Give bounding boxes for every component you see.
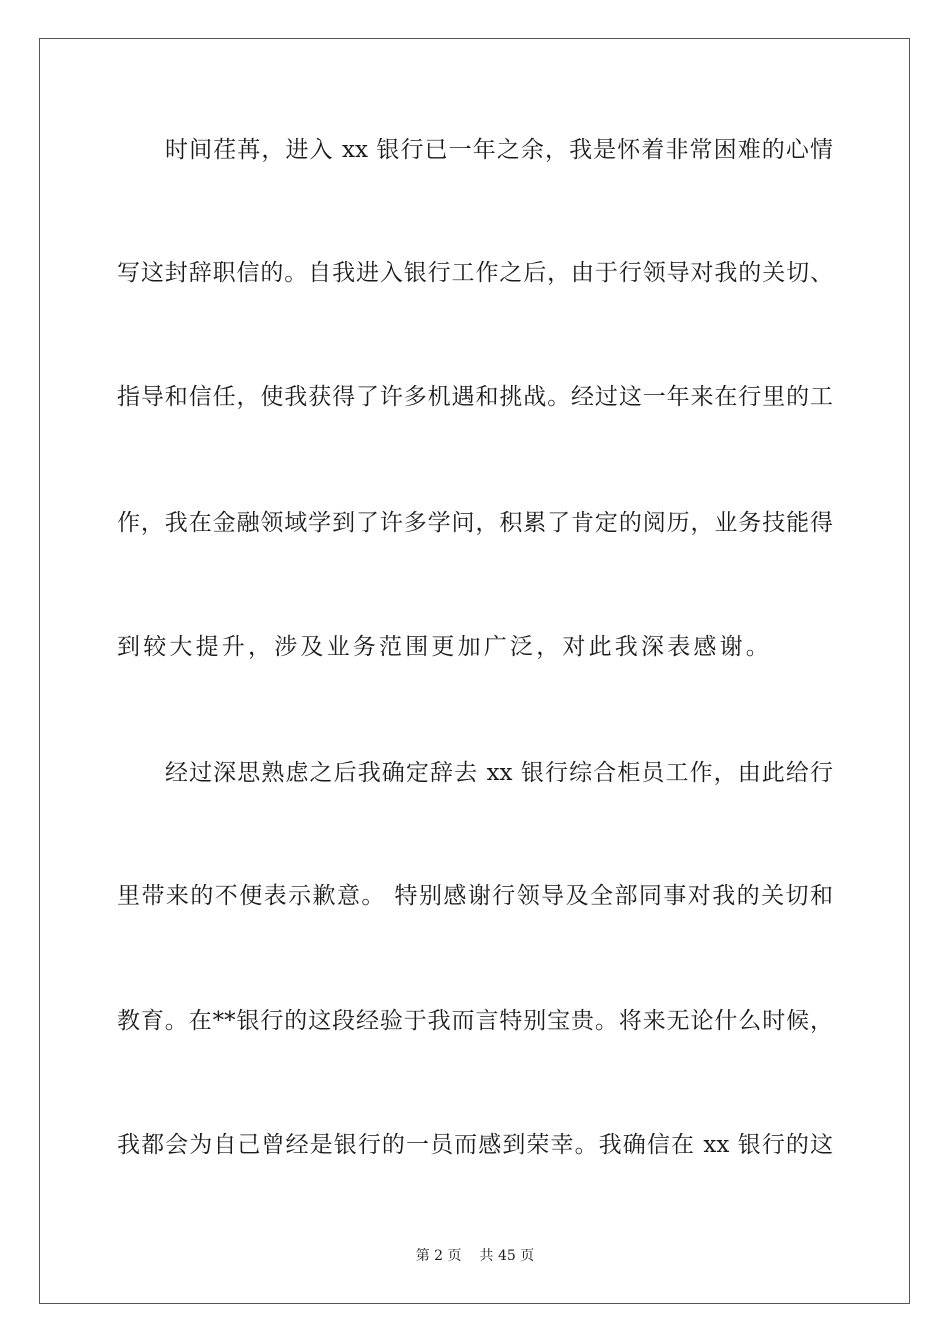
paragraph-2-line-4: 我都会为自己曾经是银行的一员而感到荣幸。我确信在 xx 银行的这	[117, 1132, 833, 1158]
page-number: 第 2 页	[415, 1248, 462, 1264]
paragraph-1-line-1: 时间荏苒，进入 xx 银行已一年之余，我是怀着非常困难的心情	[165, 137, 833, 163]
paragraph-2-line-1: 经过深思熟虑之后我确定辞去 xx 银行综合柜员工作，由此给行	[165, 760, 833, 786]
page-total: 共 45 页	[479, 1248, 535, 1264]
paragraph-1-line-5: 到较大提升，涉及业务范围更加广泛，对此我深表感谢。	[117, 634, 772, 660]
paragraph-1-line-2: 写这封辞职信的。自我进入银行工作之后，由于行领导对我的关切、	[117, 260, 833, 286]
page-footer	[0, 1246, 950, 1266]
paragraph-2-line-2: 里带来的不便表示歉意。 特别感谢行领导及全部同事对我的关切和	[117, 883, 833, 909]
page-frame	[39, 38, 910, 1304]
paragraph-2-line-3: 教育。在**银行的这段经验于我而言特别宝贵。将来无论什么时候，	[117, 1008, 833, 1034]
paragraph-1-line-3: 指导和信任，使我获得了许多机遇和挑战。经过这一年来在行里的工	[117, 384, 833, 410]
paragraph-1-line-4: 作，我在金融领域学到了许多学问，积累了肯定的阅历，业务技能得	[117, 510, 833, 536]
